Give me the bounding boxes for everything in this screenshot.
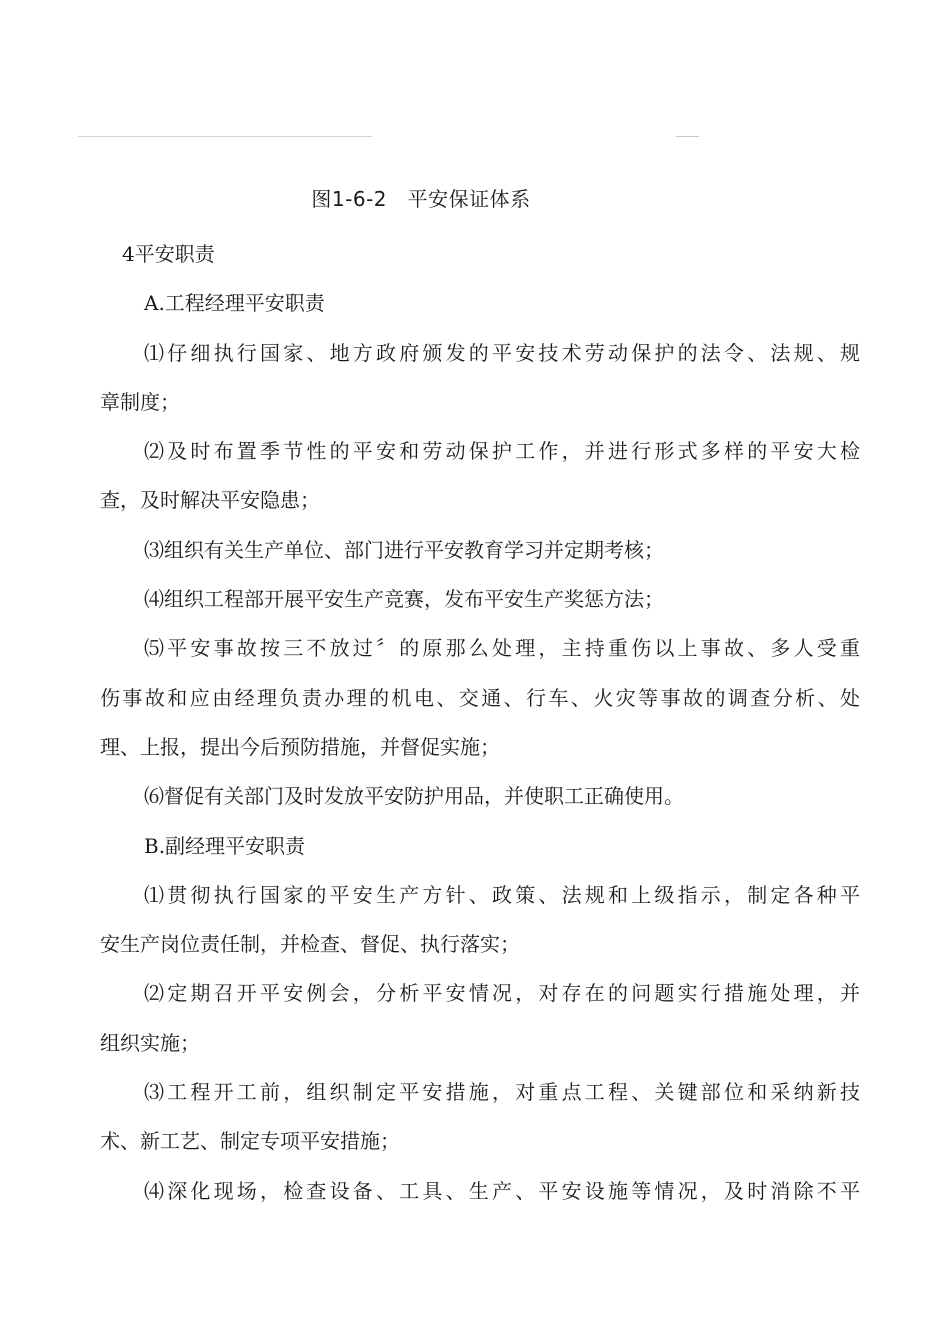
paragraph-line: ⑶组织有关生产单位、部门进行平安教育学习并定期考核； [144,537,664,562]
subsection-heading: A.工程经理平安职责 [144,291,325,316]
paragraph-line: ⑸平安事故按三不放过〞的原那么处理，主持重伤以上事故、多人受重 [144,636,860,661]
document-body [100,230,860,1216]
paragraph-line: ⑹督促有关部门及时发放平安防护用品，并使职工正确使用。 [144,784,684,809]
header-rule-right [676,136,699,137]
paragraph-line: ⑷组织工程部开展平安生产竞赛，发布平安生产奖惩方法； [144,587,664,612]
section-heading: 4平安职责 [122,242,215,266]
paragraph-line: 术、新工艺、制定专项平安措施； [100,1129,400,1154]
paragraph-line: ⑷深化现场，检查设备、工具、生产、平安设施等情况，及时消除不平 [144,1178,860,1203]
paragraph-line: ⑶工程开工前，组织制定平安措施，对重点工程、关键部位和采纳新技 [144,1080,860,1105]
paragraph-line: 理、上报，提出今后预防措施，并督促实施； [100,734,500,759]
subsection-heading: B.副经理平安职责 [144,833,306,858]
figure-caption: 图1-6-2 平安保证体系 [311,187,531,211]
paragraph-line: 伤事故和应由经理负责办理的机电、交通、行车、火灾等事故的调查分析、处 [100,685,860,710]
paragraph-line: 组织实施； [100,1030,200,1055]
header-rule-left [78,136,372,137]
paragraph-line: 章制度； [100,389,180,414]
paragraph-line: ⑴贯彻执行国家的平安生产方针、政策、法规和上级指示，制定各种平 [144,882,860,907]
paragraph-line: 查，及时解决平安隐患； [100,488,320,513]
paragraph-line: ⑴仔细执行国家、地方政府颁发的平安技术劳动保护的法令、法规、规 [144,340,860,365]
paragraph-line: 安生产岗位责任制，并检查、督促、执行落实； [100,932,520,957]
paragraph-line: ⑵定期召开平安例会，分析平安情况，对存在的问题实行措施处理，并 [144,981,860,1006]
paragraph-line: ⑵及时布置季节性的平安和劳动保护工作，并进行形式多样的平安大检 [144,439,860,464]
